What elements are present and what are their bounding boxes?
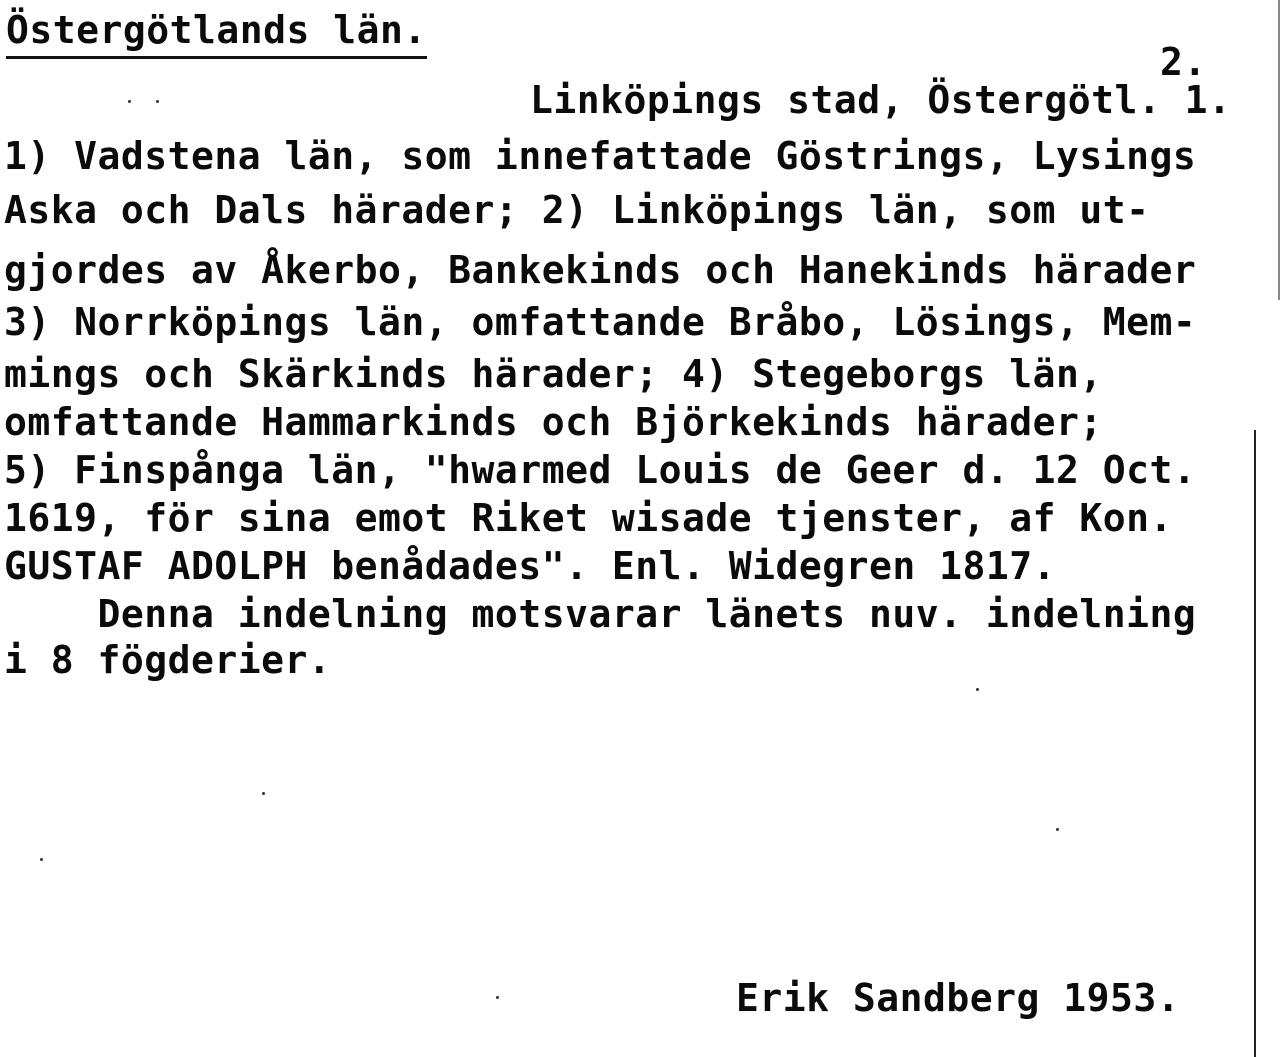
body-line: omfattande Hammarkinds och Björkekinds härader; xyxy=(4,400,1103,444)
scan-speck xyxy=(40,858,43,861)
scan-speck xyxy=(1056,828,1059,831)
body-line: 1) Vadstena län, som innefattade Göstrings, Lysings xyxy=(4,134,1197,178)
scan-speck xyxy=(156,100,159,103)
body-line: gjordes av Åkerbo, Bankekinds och Hanekinds härader xyxy=(4,248,1197,292)
locality-heading: Linköpings stad, Östergötl. 1. xyxy=(530,78,1232,122)
page-number: 2. xyxy=(1160,40,1207,84)
body-line: i 8 fögderier. xyxy=(4,638,332,682)
body-line: Denna indelning motsvarar länets nuv. indelning xyxy=(4,592,1197,636)
body-line: GUSTAF ADOLPH benådades". Enl. Widegren 1817. xyxy=(4,544,1057,588)
scan-speck xyxy=(262,792,265,795)
county-heading: Östergötlands län. xyxy=(6,8,427,59)
edge-rule xyxy=(1278,0,1280,300)
body-line: 5) Finspånga län, "hwarmed Louis de Geer d. 12 Oct. xyxy=(4,448,1197,492)
scan-speck xyxy=(128,100,131,103)
scan-speck xyxy=(976,688,979,691)
body-line: mings och Skärkinds härader; 4) Stegeborgs län, xyxy=(4,352,1103,396)
scan-speck xyxy=(496,996,499,999)
margin-rule xyxy=(1254,430,1256,1057)
signature: Erik Sandberg 1953. xyxy=(736,976,1181,1020)
body-line: 3) Norrköpings län, omfattande Bråbo, Lösings, Mem- xyxy=(4,300,1197,344)
body-line: 1619, för sina emot Riket wisade tjenster, af Kon. xyxy=(4,496,1173,540)
body-line: Aska och Dals härader; 2) Linköpings län, som ut- xyxy=(4,188,1150,232)
